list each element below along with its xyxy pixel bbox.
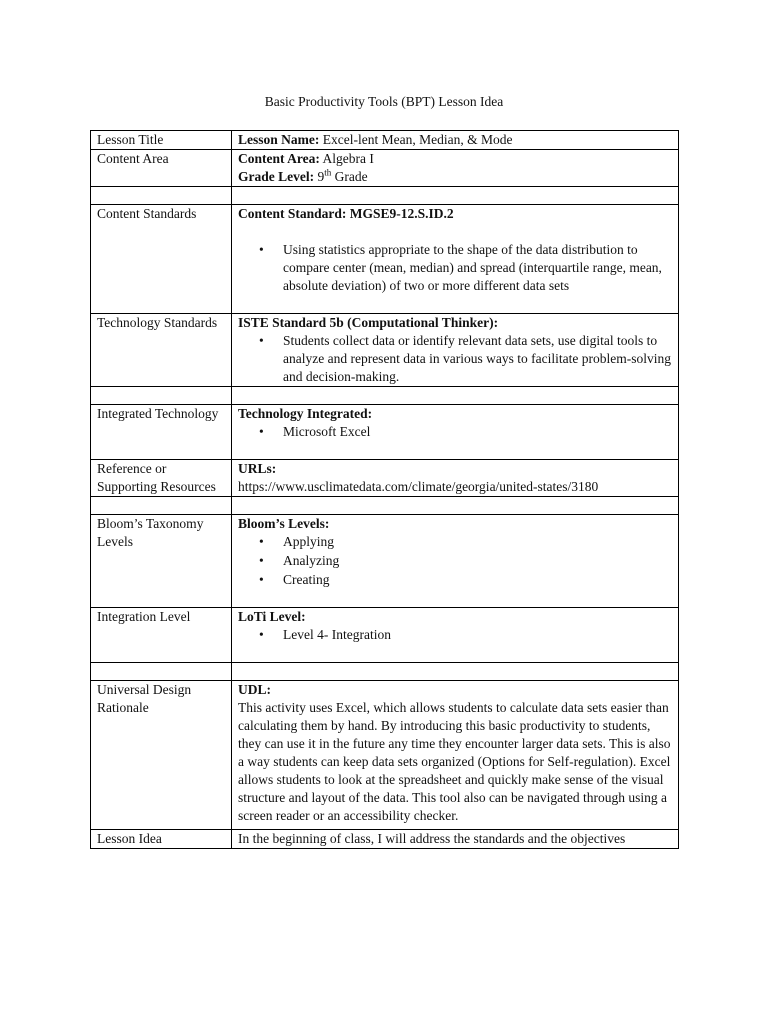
row-universal-design (91, 681, 679, 830)
heading-loti-level: LoTi Level: (238, 609, 306, 624)
heading-lesson-name: Lesson Name: (238, 132, 320, 147)
row-content-area (91, 150, 679, 187)
label-content-area: Content Area (91, 150, 232, 187)
list-item: • Analyzing (283, 552, 672, 570)
lesson-name-value: Excel-lent Mean, Median, & Mode (319, 132, 513, 147)
cell-udl (232, 681, 679, 830)
spacer-row (91, 497, 679, 515)
grade-level-suffix: th (324, 167, 332, 178)
udl-text: This activity uses Excel, which allows students to calculate data sets easier than calculating them by hand. By introducing this basic productivity to students, they can use it in the future any time they encounter larger data sets. This is also a way students can keep data sets organized (Options for Self-regulation). Excel allows students to look at the spreadsheet and quickly make sense of the visual structure and layout of the data. This tool also can be navigated through using a screen reader or an accessibility checker. (238, 700, 671, 823)
label-blooms-taxonomy: Bloom’s Taxonomy Levels (91, 515, 232, 608)
row-integrated-technology (91, 405, 679, 460)
technology-standards-list (238, 332, 672, 386)
content-standards-list (238, 241, 672, 295)
spacer-row (91, 663, 679, 681)
heading-blooms-levels: Bloom’s Levels: (238, 516, 330, 531)
cell-integration-level (232, 608, 679, 663)
cell-integrated-technology (232, 405, 679, 460)
label-integration-level: Integration Level (91, 608, 232, 663)
row-reference (91, 460, 679, 497)
lesson-plan-table (90, 130, 679, 849)
list-item: • Students collect data or identify relevant data sets, use digital tools to analyze and represent data in various ways to facilitate problem-solving and decision-making. (283, 332, 672, 386)
list-item: • Microsoft Excel (283, 423, 672, 441)
heading-urls: URLs: (238, 461, 277, 476)
row-technology-standards (91, 314, 679, 387)
cell-blooms-levels (232, 515, 679, 608)
heading-udl: UDL: (238, 682, 271, 697)
grade-level-value: 9 (314, 169, 325, 184)
spacer-row (91, 387, 679, 405)
label-universal-design: Universal Design Rationale (91, 681, 232, 830)
label-lesson-title: Lesson Title (91, 131, 232, 150)
label-reference: Reference or Supporting Resources (91, 460, 232, 497)
row-lesson-idea (91, 830, 679, 849)
grade-level-tail: Grade (331, 169, 368, 184)
cell-content-area (232, 150, 679, 187)
list-item: • Level 4- Integration (283, 626, 672, 644)
row-integration-level (91, 608, 679, 663)
label-technology-standards: Technology Standards (91, 314, 232, 387)
list-item: • Applying (283, 533, 672, 551)
cell-lesson-name (232, 131, 679, 150)
heading-technology-integrated: Technology Integrated: (238, 406, 373, 421)
heading-iste-standard: ISTE Standard 5b (Computational Thinker): (238, 315, 499, 330)
cell-reference (232, 460, 679, 497)
list-item: • Creating (283, 571, 672, 589)
blooms-levels-list (238, 533, 672, 589)
integrated-technology-list (238, 423, 672, 441)
reference-url[interactable]: https://www.usclimatedata.com/climate/georgia/united-states/3180 (238, 479, 599, 494)
integration-level-list (238, 626, 672, 644)
heading-grade-level: Grade Level: (238, 169, 315, 184)
label-content-standards: Content Standards (91, 205, 232, 314)
spacer-row (91, 187, 679, 205)
content-area-value: Algebra I (319, 151, 374, 166)
heading-content-standard: Content Standard: MGSE9-12.S.ID.2 (238, 206, 454, 221)
list-item: • Using statistics appropriate to the shape of the data distribution to compare center (mean, median) and spread (interquartile range, mean, absolute deviation) of two or more different data sets (283, 241, 672, 295)
lesson-idea-text: In the beginning of class, I will address the standards and the objectives (232, 830, 679, 849)
page-title: Basic Productivity Tools (BPT) Lesson Idea (264, 94, 504, 109)
row-blooms-taxonomy (91, 515, 679, 608)
heading-content-area: Content Area: (238, 151, 320, 166)
cell-content-standards (232, 205, 679, 314)
label-lesson-idea: Lesson Idea (91, 830, 232, 849)
row-content-standards (91, 205, 679, 314)
cell-technology-standards (232, 314, 679, 387)
row-lesson-title (91, 131, 679, 150)
label-integrated-technology: Integrated Technology (91, 405, 232, 460)
